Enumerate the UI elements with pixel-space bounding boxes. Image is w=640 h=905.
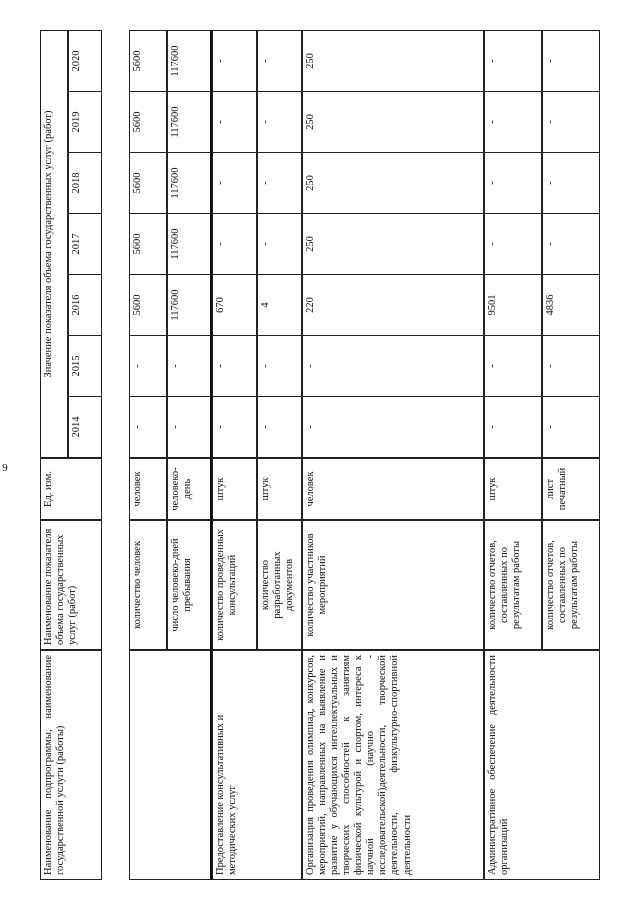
- value-r5-2014: -: [302, 396, 484, 458]
- header-unit: Ед. изм.: [40, 458, 102, 520]
- value-r4-2019: -: [257, 91, 302, 153]
- value-r3-2015: -: [212, 335, 257, 397]
- value-r5-2017: 250: [302, 213, 484, 275]
- header-year-2016: 2016: [68, 274, 102, 336]
- header-year-2015: 2015: [68, 335, 102, 397]
- header-year-2019: 2019: [68, 91, 102, 153]
- value-r7-2020: -: [542, 30, 600, 92]
- value-r1-2018: 5600: [129, 152, 167, 214]
- value-r6-2016: 9501: [484, 274, 542, 336]
- value-r7-2015: -: [542, 335, 600, 397]
- value-r3-2016: 670: [212, 274, 257, 336]
- value-r6-2017: -: [484, 213, 542, 275]
- header-year-2014: 2014: [68, 396, 102, 458]
- header-year-2018: 2018: [68, 152, 102, 214]
- indicator-row-5: количество участников мероприятий: [302, 520, 484, 650]
- value-r5-2018: 250: [302, 152, 484, 214]
- value-r2-2020: 117600: [167, 30, 212, 92]
- value-r5-2016: 220: [302, 274, 484, 336]
- value-r1-2016: 5600: [129, 274, 167, 336]
- value-r4-2017: -: [257, 213, 302, 275]
- unit-row-2: человеко-день: [167, 458, 212, 520]
- value-r2-2018: 117600: [167, 152, 212, 214]
- value-r7-2017: -: [542, 213, 600, 275]
- value-r4-2016: 4: [257, 274, 302, 336]
- value-r6-2019: -: [484, 91, 542, 153]
- value-r4-2018: -: [257, 152, 302, 214]
- service-name-1: [129, 650, 212, 880]
- value-r5-2019: 250: [302, 91, 484, 153]
- unit-row-5: человек: [302, 458, 484, 520]
- value-r3-2017: -: [212, 213, 257, 275]
- rotated-page: [40, 30, 600, 880]
- service-name-3: Организация проведения олимпиад, конкурсов, мероприятий, направленных на выявление и развитие у обучающихся интеллектуальных и творческих способностей к занятиям физической культурой и спортом, интереса к научной (научно - исследовательской)деятельности, творческой деятельности, физкультурно-спортивной деятельности: [302, 650, 484, 880]
- value-r5-2015: -: [302, 335, 484, 397]
- value-r7-2019: -: [542, 91, 600, 153]
- unit-row-1: человек: [129, 458, 167, 520]
- value-r7-2018: -: [542, 152, 600, 214]
- indicator-row-3: количество проведенных консультаций: [212, 520, 257, 650]
- value-r2-2015: -: [167, 335, 212, 397]
- page-number: 9: [2, 462, 8, 474]
- value-r2-2017: 117600: [167, 213, 212, 275]
- indicator-row-4: количество разработанных документов: [257, 520, 302, 650]
- value-r3-2019: -: [212, 91, 257, 153]
- value-r3-2020: -: [212, 30, 257, 92]
- indicator-row-2: число человеко-дней пребывания: [167, 520, 212, 650]
- value-r7-2014: -: [542, 396, 600, 458]
- value-r4-2020: -: [257, 30, 302, 92]
- value-r7-2016: 4836: [542, 274, 600, 336]
- value-r4-2014: -: [257, 396, 302, 458]
- value-r6-2014: -: [484, 396, 542, 458]
- value-r4-2015: -: [257, 335, 302, 397]
- header-year-2017: 2017: [68, 213, 102, 275]
- indicator-row-6: количество отчетов, составленных по результатам работы: [484, 520, 542, 650]
- value-r3-2014: -: [212, 396, 257, 458]
- indicator-row-7: количество отчетов, составленных по результатам работы: [542, 520, 600, 650]
- value-r3-2018: -: [212, 152, 257, 214]
- header-subprogram: Наименование подпрограммы, наименование государственной услуги (работы): [40, 650, 102, 880]
- value-r6-2018: -: [484, 152, 542, 214]
- value-r2-2019: 117600: [167, 91, 212, 153]
- header-indicator: Наименование показателя объема государственных услуг (работ): [40, 520, 102, 650]
- volume-indicators-table: [40, 30, 600, 880]
- header-values-title: Значение показателя объема государственных услуг (работ): [40, 30, 68, 458]
- value-r1-2014: -: [129, 396, 167, 458]
- value-r2-2014: -: [167, 396, 212, 458]
- value-r2-2016: 117600: [167, 274, 212, 336]
- indicator-row-1: количество человек: [129, 520, 167, 650]
- service-name-2: Предоставление консультативных и методических услуг: [212, 650, 302, 880]
- value-r6-2015: -: [484, 335, 542, 397]
- value-r6-2020: -: [484, 30, 542, 92]
- value-r5-2020: 250: [302, 30, 484, 92]
- unit-row-7: лист печатный: [542, 458, 600, 520]
- value-r1-2017: 5600: [129, 213, 167, 275]
- header-year-2020: 2020: [68, 30, 102, 92]
- unit-row-4: штук: [257, 458, 302, 520]
- unit-row-3: штук: [212, 458, 257, 520]
- value-r1-2015: -: [129, 335, 167, 397]
- unit-row-6: штук: [484, 458, 542, 520]
- service-name-4: Административное обеспечение деятельности организаций: [484, 650, 600, 880]
- value-r1-2019: 5600: [129, 91, 167, 153]
- value-r1-2020: 5600: [129, 30, 167, 92]
